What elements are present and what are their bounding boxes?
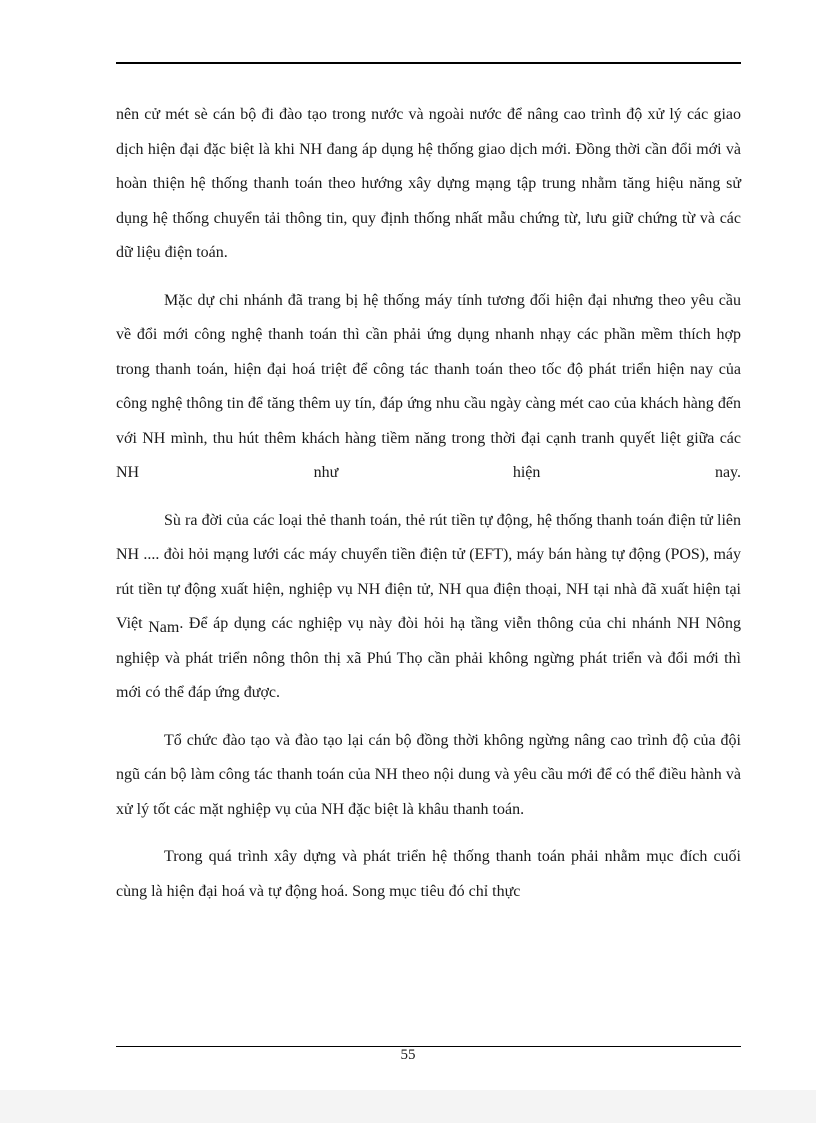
page-bottom-band (0, 1090, 816, 1123)
paragraph-5: Trong quá trình xây dựng và phát triển hệ thống thanh toán phải nhằm mục đích cuối cùng là hiện đại hoá và tự động hoá. Song mục tiêu đó chỉ thực (116, 848, 741, 900)
paragraph-2: Mặc dự chi nhánh đã trang bị hệ thống máy tính tương đối hiện đại nhưng theo yêu cầu về đổi mới công nghệ thanh toán thì cần phải ứng dụng nhanh nhạy các phần mềm thích hợp trong thanh toán, hiện đại hoá triệt để công tác thanh toán theo tốc độ phát triển hiện nay của công nghệ thông tin để tăng thêm uy tín, đáp ứng nhu cầu ngày càng mét cao của khách hàng đến với NH mình, thu hút thêm khách hàng tiềm năng trong thời đại cạnh tranh quyết liệt giữa các NH như hiện nay. (116, 291, 741, 481)
paragraph-4: Tổ chức đào tạo và đào tạo lại cán bộ đồng thời không ngừng nâng cao trình độ của đội ngũ cán bộ làm công tác thanh toán của NH theo nội dung và yêu cầu mới để có thể điều hành và xử lý tốt các mặt nghiệp vụ của NH đặc biệt là khâu thanh toán. (116, 731, 741, 818)
paragraph-3-lowered-word: Nam (148, 619, 180, 636)
document-body (116, 98, 741, 922)
paragraph-1: nên cử mét sè cán bộ đi đào tạo trong nước và ngoài nước để nâng cao trình độ xử lý các giao dịch hiện đại đặc biệt là khi NH đang áp dụng hệ thống giao dịch mới. Đồng thời cần đổi mới và hoàn thiện hệ thống thanh toán theo hướng xây dựng mạng tập trung nhằm tăng hiệu năng sử dụng hệ thống chuyển tải thông tin, quy định thống nhất mẫu chứng từ, lưu giữ chứng từ và các dữ liệu điện toán. (116, 106, 741, 261)
paragraph-3-text-before: Sù ra đời của các loại thẻ thanh toán, thẻ rút tiền tự động, hệ thống thanh toán điện tử liên NH .... đòi hỏi mạng lưới các máy chuyển tiền điện tử (EFT), máy bán hàng tự động (POS), máy rút tiền tự động xuất hiện, nghiệp vụ NH điện tử, NH qua điện thoại, NH tại nhà đã xuất hiện tại Việt (116, 511, 741, 632)
paragraph-3 (116, 504, 741, 711)
header-rule (116, 62, 741, 64)
paragraph-3-text-after: . Để áp dụng các nghiệp vụ này đòi hỏi hạ tầng viễn thông của chi nhánh NH Nông nghiệp và phát triển nông thôn thị xã Phú Thọ cần phải không ngừng phát triển và đổi mới thì mới có thể đáp ứng được. (116, 615, 741, 701)
page-number: 55 (400, 1047, 416, 1063)
